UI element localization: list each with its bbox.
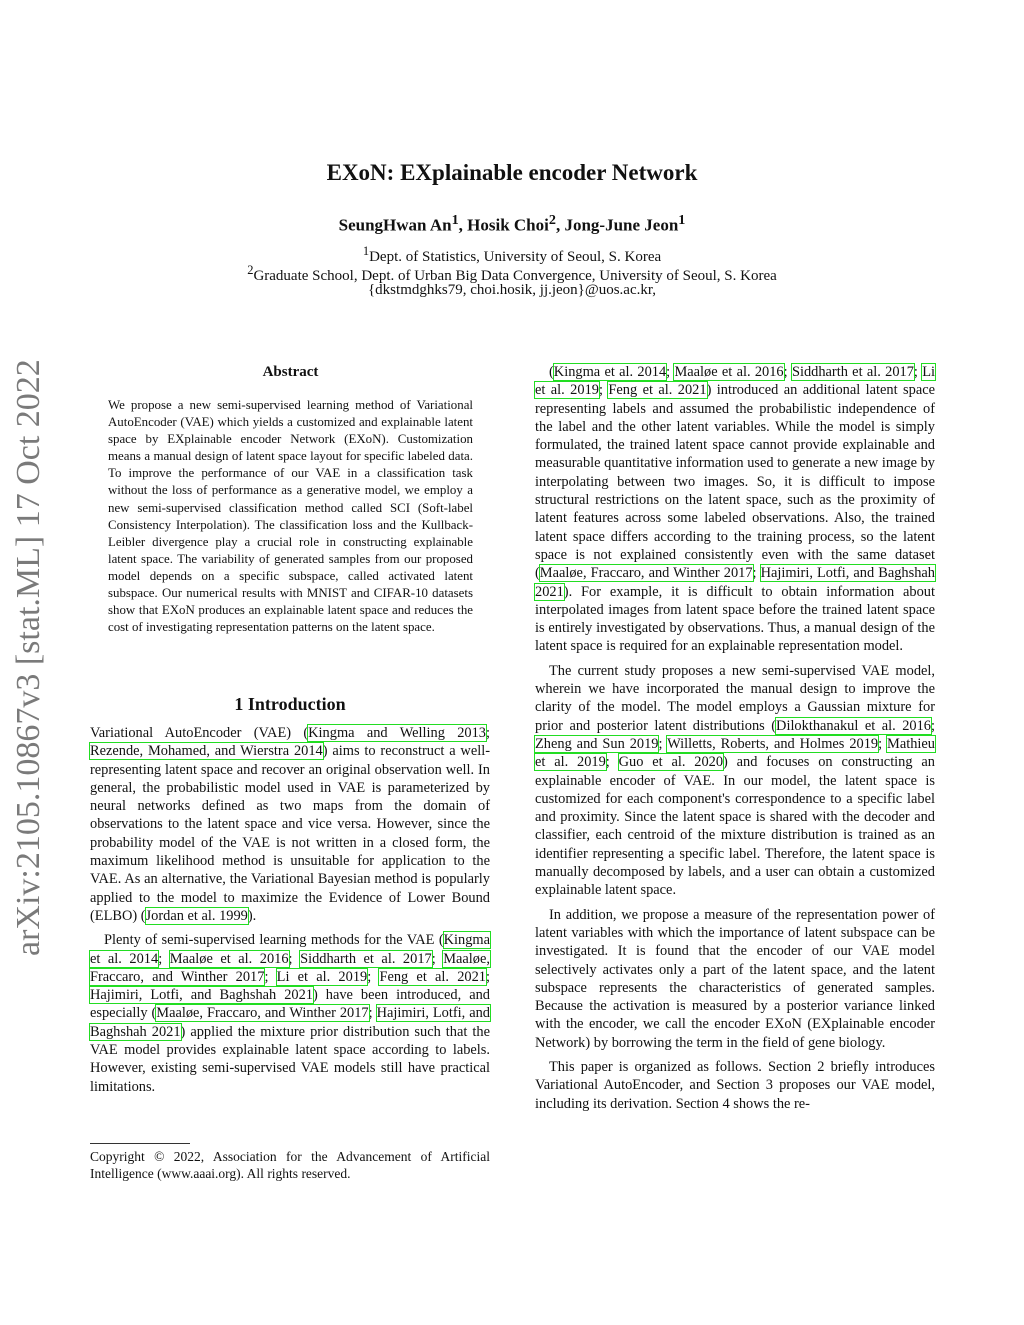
abstract-heading: Abstract [262, 364, 319, 380]
citation-link[interactable]: Feng et al. 2021 [379, 968, 486, 985]
citation-link[interactable]: Siddharth et al. 2017 [791, 364, 914, 380]
intro-paragraph-2: Plenty of semi-supervised learning methods for the VAE (Kingma et al. 2014; Maaløe et al. 2016; Siddharth et al. 2017; Maaløe, Fraccaro, and Winther 2017; Li et al. 2019; Feng et al. 2021; Hajimiri, Lotfi, and Baghshah 2021) have been introduced, and especially (Maaløe, Fraccaro, and Winther 2017; Hajimiri, Lotfi, and Baghshah 2021) applied the mixture prior distribution such that the VAE model provides explainable latent space according to labels. However, existing semi-supervised VAE models still have practical limitations. [90, 932, 490, 1095]
author-name: Hosik Choi [467, 215, 549, 235]
citation-link[interactable]: Hajimiri, Lotfi, and Baghshah 2021 [535, 565, 935, 600]
affiliation-text: Dept. of Statistics, University of Seoul, S. Korea [369, 249, 662, 265]
affiliation-sup: 2 [247, 263, 254, 277]
footnote-rule [90, 1143, 190, 1144]
citation-link[interactable]: Hajimiri, Lotfi, and Baghshah 2021 [90, 987, 313, 1004]
citation-link[interactable]: Maaløe, Fraccaro, and Winther 2017 [539, 565, 753, 582]
affiliation-sup: 1 [362, 244, 370, 258]
citation-link[interactable]: Kingma and Welling 2013 [308, 725, 487, 741]
author-list: SeungHwan An$^1$, Hosik Choi$^2$, Jong-June Jeon$^1$ [338, 212, 686, 235]
citation-link[interactable]: Maaløe et al. 2016 [674, 364, 784, 380]
citation-link[interactable]: Maaløe et al. 2016 [169, 950, 289, 967]
intro-paragraph-1: Variational AutoEncoder (VAE) (Kingma and Welling 2013; Rezende, Mohamed, and Wierstra 2014) aims to reconstruct a well-representing latent space and recover an original observation well. In general, the probabilistic model used in VAE is parameterized by neural networks defined as two maps from the domain of observations to the latent space and vice versa. However, since the probability model of the VAE is not written in a closed form, the maximum likelihood method is unsuitable for application to the VAE. As an alternative, the Variational Bayesian method is popularly applied to the model to maximize the Evidence of Lower Bound (ELBO) (Jordan et al. 1999). [90, 725, 491, 924]
footnote-text: Copyright © 2022, Association for the Advancement of Artificial Intelligence (www.aaai.org). All rights reserved. [90, 1149, 490, 1181]
author-name: Jong-June Jeon [564, 215, 679, 235]
copyright-footnote [90, 1143, 490, 1182]
citation-link[interactable]: Jordan et al. 1999 [145, 907, 248, 924]
citation-link[interactable]: Willetts, Roberts, and Holmes 2019 [667, 735, 879, 752]
citation-link[interactable]: Mathieu et al. 2019 [535, 735, 935, 771]
citation-link[interactable]: Maaløe, Fraccaro, and Winther 2017 [156, 1005, 369, 1022]
left-column [90, 724, 490, 1102]
citation-link[interactable]: Hajimiri, Lotfi, and Baghshah 2021 [90, 1005, 490, 1040]
citation-link[interactable]: Feng et al. 2021 [608, 382, 707, 399]
citation-link[interactable]: Siddharth et al. 2017 [300, 950, 432, 967]
abstract-text: We propose a new semi-supervised learning method of Variational AutoEncoder (VAE) which yields a customized and explainable latent space by EXplainable encoder Network (EXoN). Customization means a manual design of latent space layout for specific labeled data. To improve the performance of our VAE in a classification task without the loss of performance as a generative model, we employ a new semi-supervised classification method called SCI (Soft-label Consistency Interpolation). The classification loss and the Kullback-Leibler divergence play a crucial role in constructing explainable latent space. The variability of generated samples from our proposed model depends on a specific subspace, called activated latent subspace. Our numerical results with MNIST and CIFAR-10 datasets show that EXoN produces an explainable latent space and reduces the cost of investigating representation patterns on the latent space. [108, 398, 473, 635]
citation-link[interactable]: Dilokthanakul et al. 2016 [776, 717, 931, 734]
citation-link[interactable]: Guo et al. 2020 [618, 754, 724, 771]
author-name: SeungHwan An [338, 215, 452, 235]
affiliation-text: Graduate School, Dept. of Urban Big Data Convergence, University of Seoul, S. Korea [253, 268, 777, 284]
right-column [535, 363, 935, 1119]
right-paragraph-1: (Kingma et al. 2014; Maaløe et al. 2016; Siddharth et al. 2017; Li et al. 2019; Feng et al. 2021) introduced an additional latent space representing labels and assumed the probabilistic independence of the label and the other latent variables. While the model is simply formulated, the trained latent space cannot provide explainable and measurable quantitative information used to generate a new image by interpolating between two images. So, it is difficult to impose structural restrictions on the latent space, such as the proximity of latent features across some labeled observations. Also, the trained latent space differs according to the training process, so the latent space is not explained consistently even with the same dataset (Maaløe, Fraccaro, and Winther 2017; Hajimiri, Lotfi, and Baghshah 2021). For example, it is difficult to obtain information about interpolated images from latent space before the trained latent space is entirely investigated by observations. Thus, a manual design of the latent space is required for an explainable representation model. [535, 364, 936, 655]
citation-link[interactable]: Kingma et al. 2014 [553, 364, 667, 380]
author-sup: 1 [678, 212, 686, 228]
citation-link[interactable]: Li et al. 2019 [276, 968, 368, 985]
citation-link[interactable]: Zheng and Sun 2019 [535, 735, 659, 752]
citation-link[interactable]: Li et al. 2019 [535, 364, 936, 399]
arxiv-stamp: arXiv:2105.10867v3 [stat.ML] 17 Oct 2022 [10, 359, 47, 956]
author-emails: {dkstmdghks79, choi.hosik, jj.jeon}@uos.ac.kr, [367, 282, 656, 298]
section-heading-introduction: 1 Introduction [234, 694, 346, 714]
citation-link[interactable]: Kingma et al. 2014 [90, 932, 490, 967]
right-paragraph-3: In addition, we propose a measure of the representation power of latent variables with which the importance of latent subspace can be investigated. It is found that the encoder of our VAE model selectively activates only a part of the latent space, and the latent subspace represents the characteristics of generated samples. Because the activation is measured by a posterior variance linked with the encoder, we call the encoder EXoN (EXplainable encoder Network) by borrowing the term in the field of gene biology. [535, 906, 935, 1051]
citation-link[interactable]: Rezende, Mohamed, and Wierstra 2014 [90, 743, 323, 760]
citation-link[interactable]: Maaløe, Fraccaro, and Winther 2017 [90, 950, 490, 985]
right-paragraph-2: The current study proposes a new semi-supervised VAE model, wherein we have incorporated the manual design to improve the clarity of the model. The model employs a Gaussian mixture for prior and posterior latent distributions (Dilokthanakul et al. 2016; Zheng and Sun 2019; Willetts, Roberts, and Holmes 2019; Mathieu et al. 2019; Guo et al. 2020) and focuses on constructing an explainable encoder of VAE. In our model, the latent space is customized for each component's correspondence to a specific label and proximity. Since the latent space is shared with the decoder and classifier, each centroid of the mixture distribution is trained as an identifier representing a specific label. Therefore, the latent space is manually decomposed by labels, and a user can obtain a customized explainable latent space. [535, 662, 935, 899]
author-sup: 1 [451, 212, 459, 228]
author-sup: 2 [548, 212, 556, 228]
right-paragraph-4: This paper is organized as follows. Section 2 briefly introduces Variational AutoEncoder, and Section 3 proposes our VAE model, including its derivation. Section 4 shows the re- [535, 1058, 935, 1112]
paper-title: EXoN: EXplainable encoder Network [326, 160, 698, 185]
